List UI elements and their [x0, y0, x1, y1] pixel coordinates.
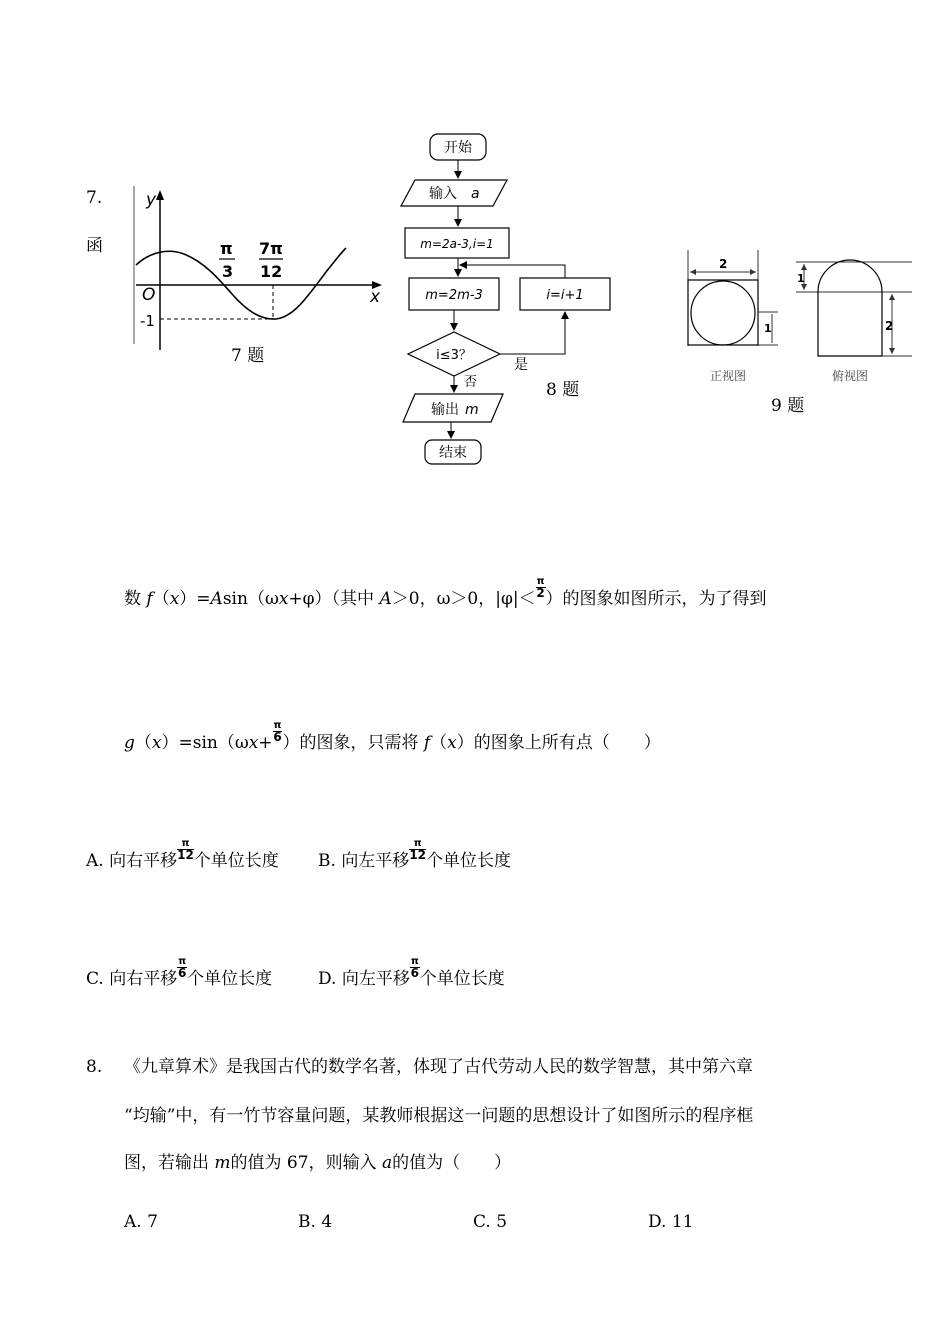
dim-front-width: 2 — [719, 257, 728, 271]
dim-top-1: 1 — [797, 272, 805, 285]
top-view-shape — [818, 260, 882, 356]
q8-stem-line1: 《九章算术》是我国古代的数学名著，体现了古代劳动人民的数学智慧，其中第六章 — [124, 1057, 753, 1077]
q7-stem-line2: g（x）=sin（ωx+ $\frac{\pi}{6}$ ）的图象，只需将 f（x）的图象上所有点（ ） — [124, 720, 661, 753]
origin-label: O — [142, 285, 156, 305]
flow-output-label: 输出 — [431, 402, 459, 418]
flow-condition-label: i≤3？ — [436, 348, 472, 363]
flow-update-m-label: m=2m-3 — [425, 288, 483, 303]
q8-option-c[interactable]: C. 5 — [473, 1212, 508, 1232]
fraction: $\frac{\pi}{12}$ — [409, 838, 427, 862]
flow-input-label: 输入 — [429, 186, 457, 202]
flow-output-var: m — [465, 402, 479, 418]
fraction: $\frac{\pi}{12}$ — [177, 838, 194, 862]
front-view-label: 正视图 — [710, 369, 747, 383]
q7-option-b[interactable]: B. 向左平移 $\frac{\pi}{12}$ 个单位长度 — [318, 838, 512, 871]
flow-update-i-label: i=i+1 — [546, 288, 584, 303]
q8-option-a[interactable]: A. 7 — [124, 1212, 158, 1232]
flow-init-label: m=2a-3,i=1 — [420, 237, 494, 251]
flow-yes-label: 是 — [514, 357, 528, 373]
flow-input-var: a — [471, 186, 480, 202]
y-label: y — [146, 190, 157, 210]
y-tick-label: -1 — [140, 312, 155, 330]
q7-option-d[interactable]: D. 向左平移 $\frac{\pi}{6}$ 个单位长度 — [318, 956, 505, 989]
flow-end-label: 结束 — [439, 445, 467, 461]
q9-figure — [682, 246, 916, 396]
tick1-num: π — [220, 239, 233, 258]
q8-stem-line2: “均输”中，有一竹节容量问题，某教师根据这一问题的思想设计了如图所示的程序框 — [124, 1106, 754, 1126]
q8-option-d[interactable]: D. 11 — [648, 1212, 694, 1232]
q8-figure-caption: 8 题 — [546, 380, 580, 400]
tick1-den: 3 — [222, 262, 234, 281]
fraction-pi-over-2: $\frac{\pi}{2}$ — [536, 576, 545, 600]
tick2-num: 7π — [259, 239, 283, 258]
fraction: $\frac{\pi}{6}$ — [410, 956, 419, 980]
q9-figure-caption: 9 题 — [771, 396, 805, 416]
front-view-circle — [691, 281, 755, 345]
top-view-label: 俯视图 — [832, 369, 869, 383]
q7-stem-line1: 数 f（x）=Asin（ωx+φ）（其中 A＞0，ω＞0，|φ|＜ $\frac{\pi}{2}$ ）的图象如图所示，为了得到 — [124, 576, 767, 609]
tick2-den: 12 — [260, 262, 283, 281]
q7-option-a[interactable]: A. 向右平移 $\frac{\pi}{12}$ 个单位长度 — [86, 838, 279, 871]
q8-number: 8. — [86, 1057, 103, 1077]
x-label: x — [370, 287, 381, 307]
y-axis-arrow-icon — [156, 190, 164, 200]
q7-graph — [128, 182, 388, 372]
flow-start-label: 开始 — [444, 140, 472, 156]
q8-flowchart — [395, 128, 620, 468]
sine-curve — [136, 248, 346, 319]
q7-option-c[interactable]: C. 向右平移 $\frac{\pi}{6}$ 个单位长度 — [86, 956, 273, 989]
fraction: $\frac{\pi}{6}$ — [178, 956, 187, 980]
dim-top-2: 2 — [885, 319, 894, 333]
q8-option-b[interactable]: B. 4 — [298, 1212, 333, 1232]
dim-front-height: 1 — [764, 322, 772, 335]
q7-figure-caption: 7 题 — [231, 346, 265, 366]
flow-no-label: 否 — [464, 375, 478, 390]
fraction-pi-over-6: $\frac{\pi}{6}$ — [273, 720, 282, 744]
q7-number: 7. — [86, 188, 103, 208]
q8-stem-line3: 图，若输出 m的值为 67，则输入 a的值为（ ） — [124, 1153, 512, 1173]
q7-intro-char: 函 — [86, 236, 103, 256]
